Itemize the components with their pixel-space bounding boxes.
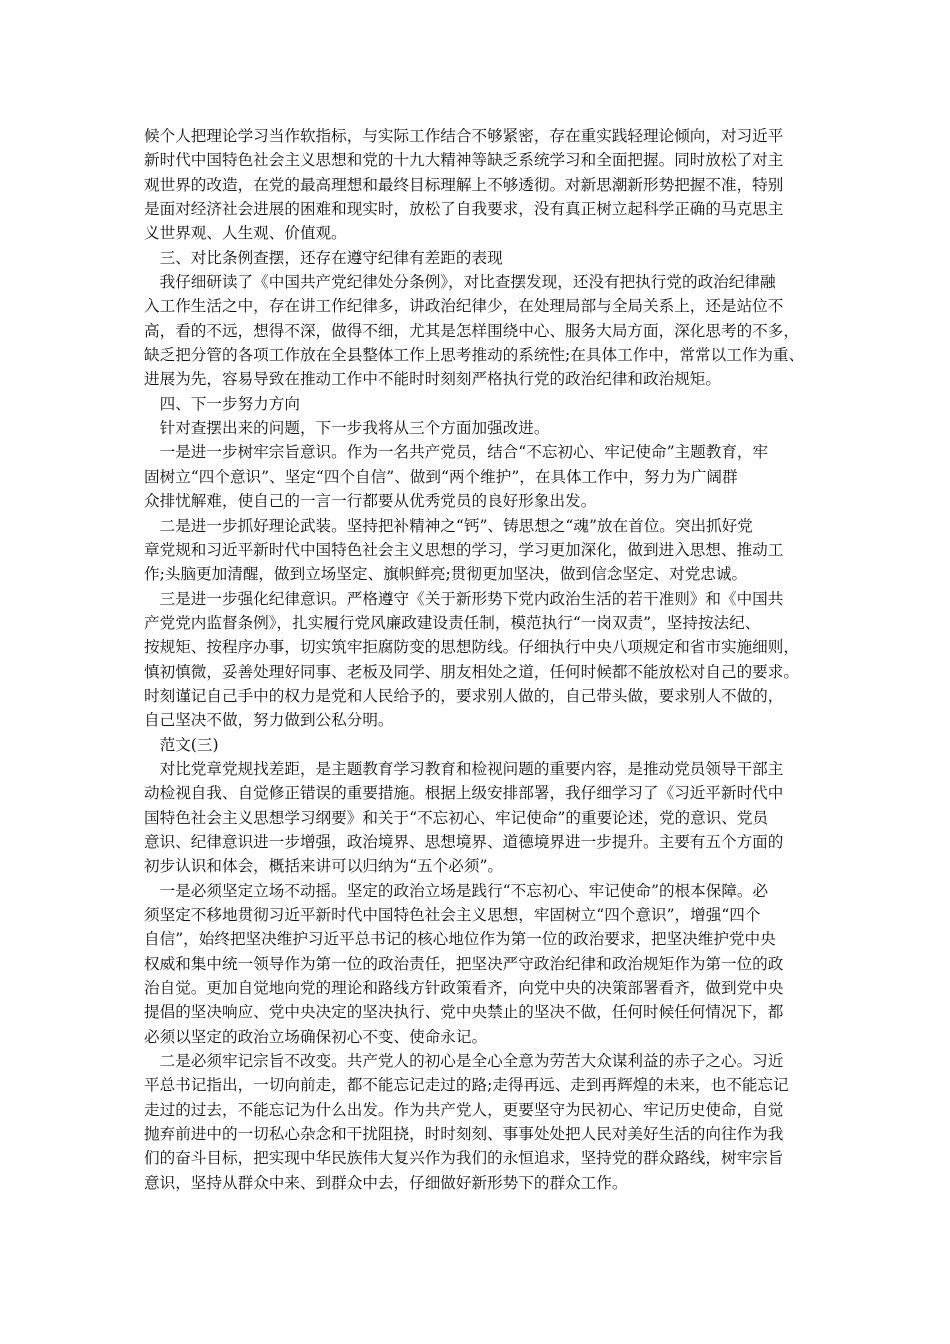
- text-line: 初步认识和体会，概括来讲可以归纳为“五个必须”。: [144, 857, 504, 876]
- text-line: 作;头脑更加清醒，做到立场坚定、旗帜鲜亮;贯彻更加坚决，做到信念坚定、对党忠诚。: [144, 565, 748, 584]
- text-line: 范文(三): [144, 735, 219, 754]
- text-line: 新时代中国特色社会主义思想和党的十九大精神等缺乏系统学习和全面把握。同时放松了对主: [144, 151, 784, 170]
- text-line: 治自觉。更加自觉地向党的理论和路线方针政策看齐，向党中央的决策部署看齐，做到党中央: [144, 979, 784, 998]
- text-line: 四、下一步努力方向: [144, 394, 300, 413]
- text-line: 是面对经济社会进展的困难和现实时，放松了自我要求，没有真正树立起科学正确的马克思主: [144, 200, 784, 219]
- document-page: [144, 124, 809, 1195]
- text-line: 三是进一步强化纪律意识。严格遵守《关于新形势下党内政治生活的若干准则》和《中国共: [144, 589, 784, 608]
- text-line: 高，看的不远，想得不深，做得不细，尤其是怎样围绕中心、服务大局方面，深化思考的不多，: [144, 321, 799, 340]
- text-line: 我仔细研读了《中国共产党纪律处分条例》，对比查摆发现，还没有把执行党的政治纪律融: [144, 273, 776, 292]
- text-line: 进展为先，容易导致在推动工作中不能时时刻刻严格执行党的政治纪律和政治规矩。: [144, 370, 721, 389]
- text-line: 一是必须坚定立场不动摇。坚定的政治立场是践行“不忘初心、牢记使命”的根本保障。必: [144, 881, 769, 900]
- text-line: 固树立“四个意识”、坚定“四个自信”、做到“两个维护”，在具体工作中，努力为广阔群: [144, 467, 738, 486]
- text-line: 二是必须牢记宗旨不改变。共产党人的初心是全心全意为劳苦大众谋利益的赤子之心。习近: [144, 1052, 784, 1071]
- text-line: 候个人把理论学习当作软指标，与实际工作结合不够紧密，存在重实践轻理论倾向，对习近平: [144, 127, 784, 145]
- text-line: 自信”，始终把坚决维护习近平总书记的核心地位作为第一位的政治要求，把坚决维护党中央: [144, 930, 776, 949]
- text-line: 入工作生活之中，存在讲工作纪律多，讲政治纪律少，在处理局部与全局关系上，还是站位不: [144, 297, 784, 316]
- text-line: 一是进一步树牢宗旨意识。作为一名共产党员，结合“不忘初心、牢记使命”主题教育，牢: [144, 443, 769, 462]
- text-line: 众排忧解难，使自己的一言一行都要从优秀党员的良好形象出发。: [144, 492, 597, 511]
- text-line: 义世界观、人生观、价值观。: [144, 224, 347, 243]
- text-line: 观世界的改造，在党的最高理想和最终目标理解上不够透彻。对新思潮新形势把握不准，特别: [144, 175, 784, 194]
- text-line: 须坚定不移地贯彻习近平新时代中国特色社会主义思想，牢固树立“四个意识”，增强“四个: [144, 906, 761, 924]
- text-line: 意识、纪律意识进一步增强，政治境界、思想境界、道德境界进一步提升。主要有五个方面的: [144, 832, 784, 851]
- text-line: 必须以坚定的政治立场确保初心不变、使命永记。: [144, 1027, 488, 1046]
- text-line: 意识，坚持从群众中来、到群众中去，仔细做好新形势下的群众工作。: [144, 1173, 628, 1192]
- text-line: 产党党内监督条例》，扎实履行党风廉政建设责任制，模范执行“一岗双责”，坚持按法纪、: [144, 613, 761, 632]
- text-line: 走过的过去，不能忘记为什么出发。作为共产党人，更要坚守为民初心、牢记历史使命，自觉: [144, 1100, 784, 1119]
- text-line: 自己坚决不做，努力做到公私分明。: [144, 711, 394, 730]
- text-line: 提倡的坚决响应、党中央决定的坚决执行、党中央禁止的坚决不做，任何时候任何情况下，都: [144, 1003, 784, 1022]
- text-line: 们的奋斗目标，把实现中华民族伟大复兴作为我们的永恒追求，坚持党的群众路线，树牢宗旨: [144, 1149, 784, 1168]
- text-line: 平总书记指出，一切向前走，都不能忘记走过的路;走得再远、走到再辉煌的未来，也不能忘记: [144, 1076, 789, 1095]
- text-line: 权威和集中统一领导作为第一位的政治责任，把坚决严守政治纪律和政治规矩作为第一位的政: [144, 954, 784, 973]
- text-line: 针对查摆出来的问题，下一步我将从三个方面加强改进。: [144, 419, 550, 438]
- text-line: 按规矩、按程序办事，切实筑牢拒腐防变的思想防线。仔细执行中央八项规定和省市实施细则，: [144, 638, 799, 657]
- text-line: 缺乏把分管的各项工作放在全县整体工作上思考推动的系统性;在具体工作中，常常以工作为重、: [144, 346, 805, 365]
- text-line: 章党规和习近平新时代中国特色社会主义思想的学习，学习更加深化，做到进入思想、推动工: [144, 540, 784, 559]
- text-line: 三、对比条例查摆，还存在遵守纪律有差距的表现: [144, 248, 503, 267]
- text-line: 国特色社会主义思想学习纲要》和关于“不忘初心、牢记使命”的重要论述，党的意识、党员: [144, 808, 769, 827]
- text-line: 慎初慎微，妥善处理好同事、老板及同学、朋友相处之道，任何时候都不能放松对自己的要求。: [144, 662, 799, 681]
- text-line: 对比党章党规找差距，是主题教育学习教育和检视问题的重要内容，是推动党员领导干部主: [144, 759, 784, 778]
- text-line: 二是进一步抓好理论武装。坚持把补精神之“钙”、铸思想之“魂”放在首位。突出抓好党: [144, 516, 753, 535]
- text-line: 动检视自我、自觉修正错误的重要措施。根据上级安排部署，我仔细学习了《习近平新时代中: [144, 784, 784, 803]
- text-line: 抛弃前进中的一切私心杂念和干扰阻挠，时时刻刻、事事处处把人民对美好生活的向往作为我: [144, 1125, 784, 1144]
- text-line: 时刻谨记自己手中的权力是党和人民给予的，要求别人做的，自己带头做，要求别人不做的，: [144, 686, 784, 705]
